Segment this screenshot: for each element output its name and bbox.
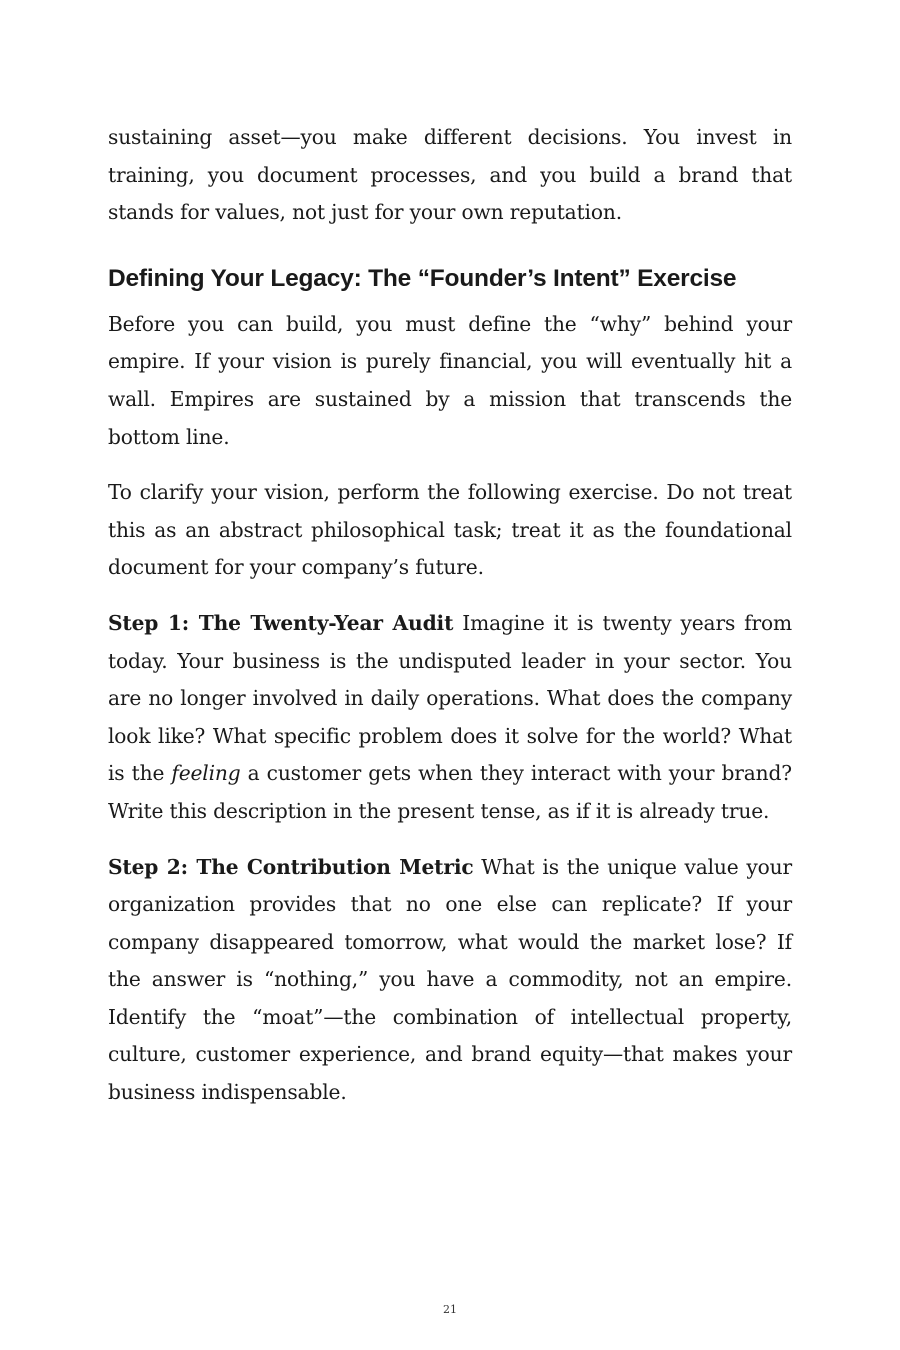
step-1-text-after: a customer gets when they interact with your brand? Write this description in the present tense, as if it is already true. bbox=[108, 761, 792, 823]
page-number: 21 bbox=[443, 1303, 457, 1316]
step-1-emphasis: feeling bbox=[171, 761, 241, 786]
continued-paragraph: sustaining asset—you make different decisions. You invest in training, you document processes, and you build a brand that stands for values, not just for your own reputation. bbox=[108, 125, 792, 225]
step-2-paragraph bbox=[108, 849, 792, 1112]
step-2-text: What is the unique value your organization provides that no one else can replicate? If your company disappeared tomorrow, what would the market lose? If the answer is “nothing,” you have a commodity, not an empire. Identify the “moat”—the combination of intellectual property, culture, customer experience, and brand equity—that makes your business indispensable. bbox=[108, 854, 792, 1105]
page-body bbox=[108, 119, 792, 1130]
clarify-paragraph: To clarify your vision, perform the following exercise. Do not treat this as an abstract philosophical task; treat it as the foundational document for your company’s future. bbox=[108, 480, 792, 580]
why-paragraph: Before you can build, you must define the “why” behind your empire. If your vision is purely financial, you will eventually hit a wall. Empires are sustained by a mission that transcends the bottom line. bbox=[108, 311, 792, 449]
step-2-title: Step 2: The Contribution Metric bbox=[108, 854, 474, 879]
step-1-title: Step 1: The Twenty-Year Audit bbox=[108, 610, 454, 635]
step-1-paragraph bbox=[108, 605, 792, 831]
step-1-text-before: Imagine it is twenty years from today. Your business is the undisputed leader in your sector. You are no longer involved in daily operations. What does the company look like? What specific problem does it solve for the world? What is the bbox=[108, 610, 792, 786]
section-heading: Defining Your Legacy: The “Founder’s Intent” Exercise bbox=[108, 264, 737, 292]
